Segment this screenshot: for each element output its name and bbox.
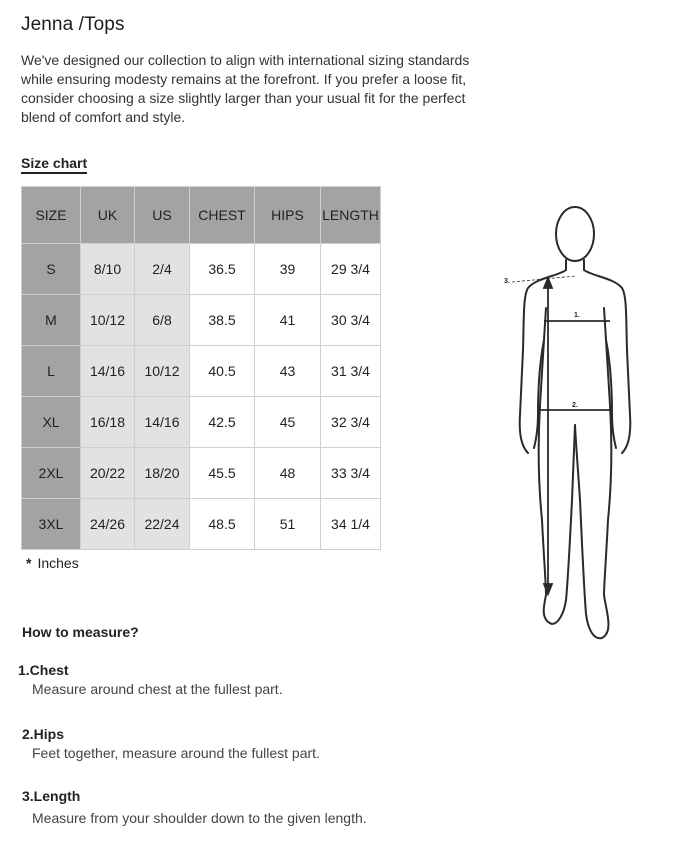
shoulder-guide [512,276,576,282]
table-row [22,346,381,397]
cell-us: 2/4 [135,244,190,295]
cell-length: 34 1/4 [321,499,381,550]
header-chest: CHEST [190,187,255,244]
header-size: SIZE [22,187,81,244]
asterisk-icon: * [26,555,32,571]
marker-chest: 1. [574,312,580,319]
table-header-row [22,187,381,244]
table-row [22,244,381,295]
table-row [22,499,381,550]
cell-chest: 48.5 [190,499,255,550]
cell-hips: 41 [255,295,321,346]
body-measurement-figure [498,200,648,650]
cell-size: M [22,295,81,346]
cell-size: XL [22,397,81,448]
measure-length-desc: Measure from your shoulder down to the given length. [32,810,367,826]
measure-hips-title: 2.Hips [22,726,65,742]
size-chart-table [21,186,381,550]
header-uk: UK [81,187,135,244]
cell-length: 29 3/4 [321,244,381,295]
cell-chest: 36.5 [190,244,255,295]
figure-head [556,207,594,261]
unit-note-text: Inches [37,555,79,571]
measure-hips-desc: Feet together, measure around the fullest part. [32,745,320,761]
cell-us: 18/20 [135,448,190,499]
figure-left-leg [539,308,575,624]
cell-hips: 39 [255,244,321,295]
cell-chest: 45.5 [190,448,255,499]
cell-uk: 8/10 [81,244,135,295]
cell-us: 10/12 [135,346,190,397]
measure-chest-desc: Measure around chest at the fullest part. [32,681,283,697]
cell-length: 33 3/4 [321,448,381,499]
cell-chest: 42.5 [190,397,255,448]
cell-chest: 40.5 [190,346,255,397]
cell-size: 3XL [22,499,81,550]
cell-length: 30 3/4 [321,295,381,346]
header-hips: HIPS [255,187,321,244]
cell-hips: 48 [255,448,321,499]
cell-length: 32 3/4 [321,397,381,448]
cell-hips: 43 [255,346,321,397]
cell-chest: 38.5 [190,295,255,346]
cell-hips: 45 [255,397,321,448]
intro-line: consider choosing a size slightly larger than your usual fit for the perfect [21,90,466,106]
cell-size: 2XL [22,448,81,499]
cell-uk: 16/18 [81,397,135,448]
how-to-measure-heading: How to measure? [22,624,139,640]
cell-uk: 10/12 [81,295,135,346]
cell-uk: 20/22 [81,448,135,499]
length-arrow-top [544,278,552,288]
cell-us: 14/16 [135,397,190,448]
cell-uk: 14/16 [81,346,135,397]
intro-line: while ensuring modesty remains at the forefront. If you prefer a loose fit, [21,71,467,87]
figure-right-leg [575,308,611,638]
cell-size: S [22,244,81,295]
marker-hips: 2. [572,402,578,409]
measure-length-title: 3.Length [22,788,81,804]
cell-length: 31 3/4 [321,346,381,397]
cell-us: 22/24 [135,499,190,550]
header-length: LENGTH [321,187,381,244]
unit-note [26,555,79,571]
marker-length: 3. [504,278,510,285]
cell-hips: 51 [255,499,321,550]
table-row [22,448,381,499]
table-row [22,397,381,448]
size-chart-heading: Size chart [21,155,87,174]
intro-line: We've designed our collection to align with international sizing standards [21,52,470,68]
table-row [22,295,381,346]
page-title: Jenna /Tops [21,14,125,35]
cell-us: 6/8 [135,295,190,346]
cell-uk: 24/26 [81,499,135,550]
intro-line: blend of comfort and style. [21,109,186,125]
header-us: US [135,187,190,244]
cell-size: L [22,346,81,397]
measure-chest-title: 1.Chest [18,662,69,678]
intro-text [21,51,491,127]
